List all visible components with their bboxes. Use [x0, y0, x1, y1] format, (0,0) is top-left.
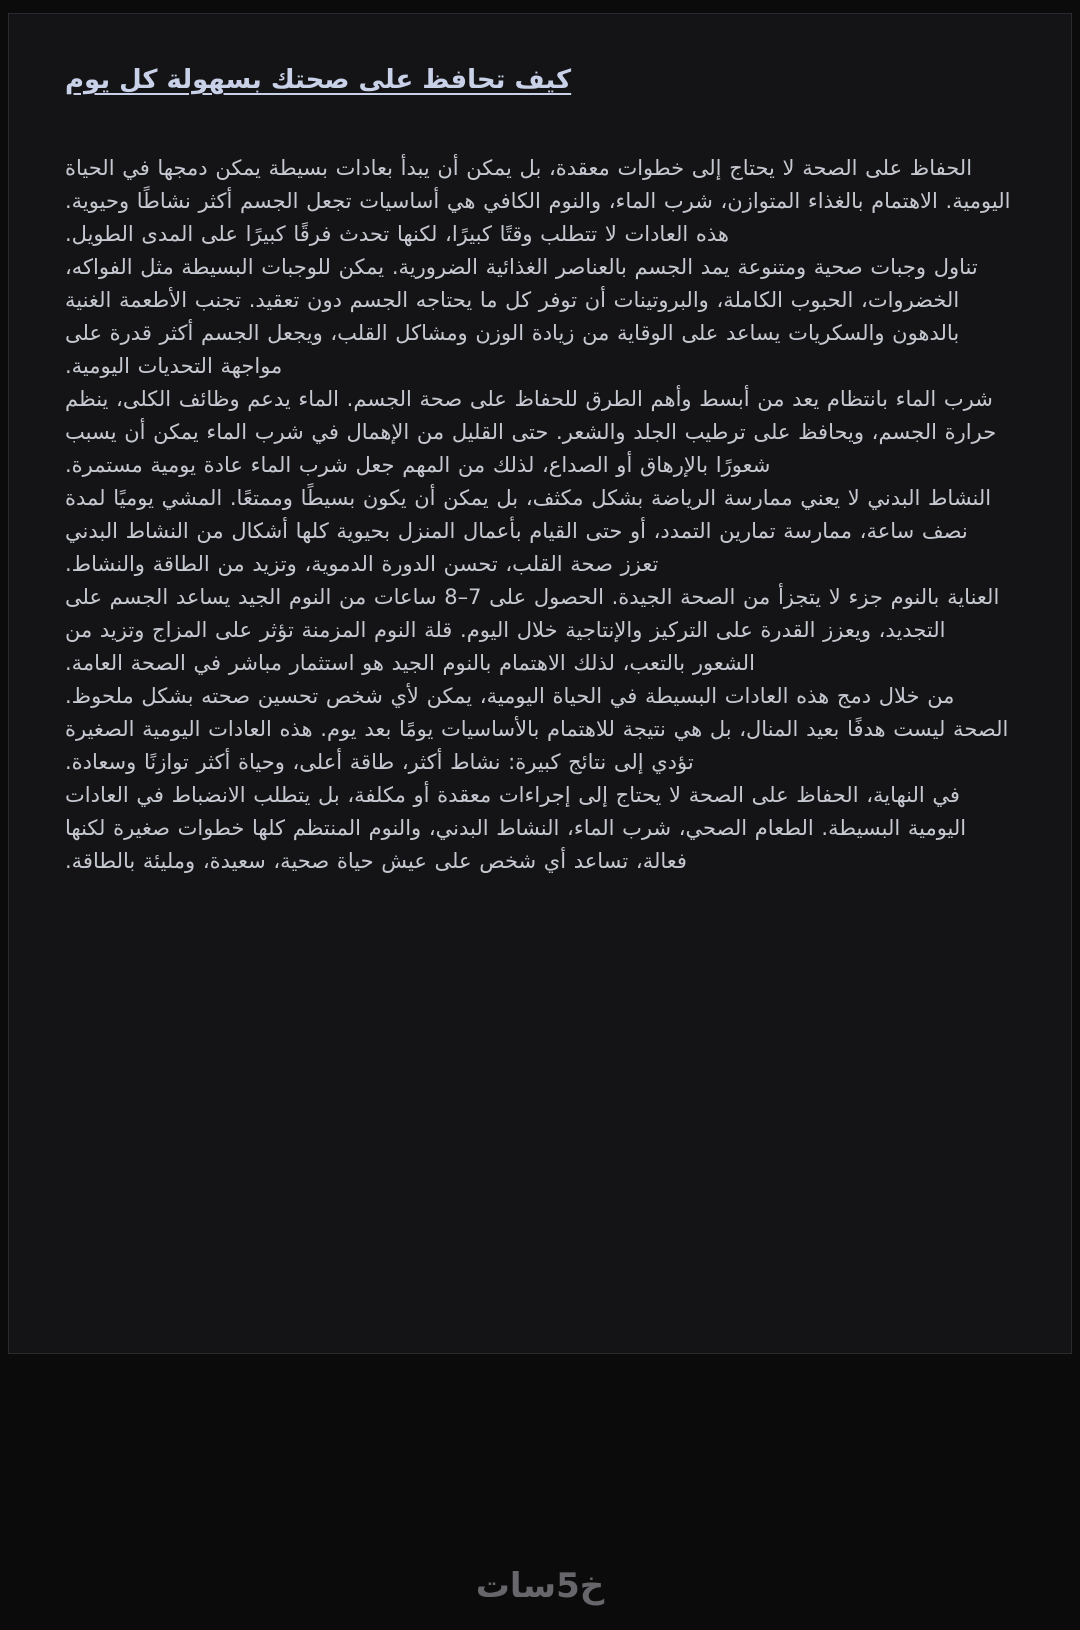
body-paragraph: تناول وجبات صحية ومتنوعة يمد الجسم بالعناصر الغذائية الضرورية. يمكن للوجبات البسيطة مثل الفواكه، الخضروات، الحبوب الكاملة، والبروتينات أن توفر كل ما يحتاجه الجسم دون تعقيد. تجنب الأطعمة الغنية بالدهون والسكريات يساعد على الوقاية من زيادة الوزن ومشاكل القلب، ويجعل الجسم أكثر قدرة على مواجهة التحديات اليومية. — [65, 255, 978, 378]
document-page — [8, 13, 1072, 1354]
body-paragraph: في النهاية، الحفاظ على الصحة لا يحتاج إلى إجراءات معقدة أو مكلفة، بل يتطلب الانضباط في العادات اليومية البسيطة. الطعام الصحي، شرب الماء، النشاط البدني، والنوم المنتظم كلها خطوات صغيرة لكنها فعالة، تساعد أي شخص على عيش حياة صحية، سعيدة، ومليئة بالطاقة. — [65, 783, 967, 873]
body-paragraph: من خلال دمج هذه العادات البسيطة في الحياة اليومية، يمكن لأي شخص تحسين صحته بشكل ملحوظ. الصحة ليست هدفًا بعيد المنال، بل هي نتيجة للاهتمام بالأساسيات يومًا بعد يوم. هذه العادات اليومية الصغيرة تؤدي إلى نتائج كبيرة: نشاط أكثر، طاقة أعلى، وحياة أكثر توازنًا وسعادة. — [65, 684, 1009, 774]
body-paragraph: النشاط البدني لا يعني ممارسة الرياضة بشكل مكثف، بل يمكن أن يكون بسيطًا وممتعًا. المشي يوميًا لمدة نصف ساعة، ممارسة تمارين التمدد، أو حتى القيام بأعمال المنزل بحيوية كلها أشكال من النشاط البدني تعزز صحة القلب، تحسن الدورة الدموية، وتزيد من الطاقة والنشاط. — [65, 486, 992, 576]
body-paragraph: العناية بالنوم جزء لا يتجزأ من الصحة الجيدة. الحصول على 7–8 ساعات من النوم الجيد يساعد الجسم على التجديد، ويعزز القدرة على التركيز والإنتاجية خلال اليوم. قلة النوم المزمنة تؤثر على المزاج وتزيد من الشعور بالتعب، لذلك الاهتمام بالنوم الجيد هو استثمار مباشر في الصحة العامة. — [65, 585, 1000, 675]
body-paragraph: الحفاظ على الصحة لا يحتاج إلى خطوات معقدة، بل يمكن أن يبدأ بعادات بسيطة يمكن دمجها في الحياة اليومية. الاهتمام بالغذاء المتوازن، شرب الماء، والنوم الكافي هي أساسيات تجعل الجسم أكثر نشاطًا وحيوية. هذه العادات لا تتطلب وقتًا كبيرًا، لكنها تحدث فرقًا كبيرًا على المدى الطويل. — [65, 156, 1011, 246]
khamsat-watermark-logo: خ5سات — [475, 1566, 605, 1606]
body-paragraph: شرب الماء بانتظام يعد من أبسط وأهم الطرق للحفاظ على صحة الجسم. الماء يدعم وظائف الكلى، ينظم حرارة الجسم، ويحافظ على ترطيب الجلد والشعر. حتى القليل من الإهمال في شرب الماء يمكن أن يسبب شعورًا بالإرهاق أو الصداع، لذلك من المهم جعل شرب الماء عادة يومية مستمرة. — [65, 387, 997, 477]
page-title: كيف تحافظ على صحتك بسهولة كل يوم — [65, 65, 572, 95]
document-content — [9, 14, 1071, 878]
article-body — [65, 152, 1013, 878]
